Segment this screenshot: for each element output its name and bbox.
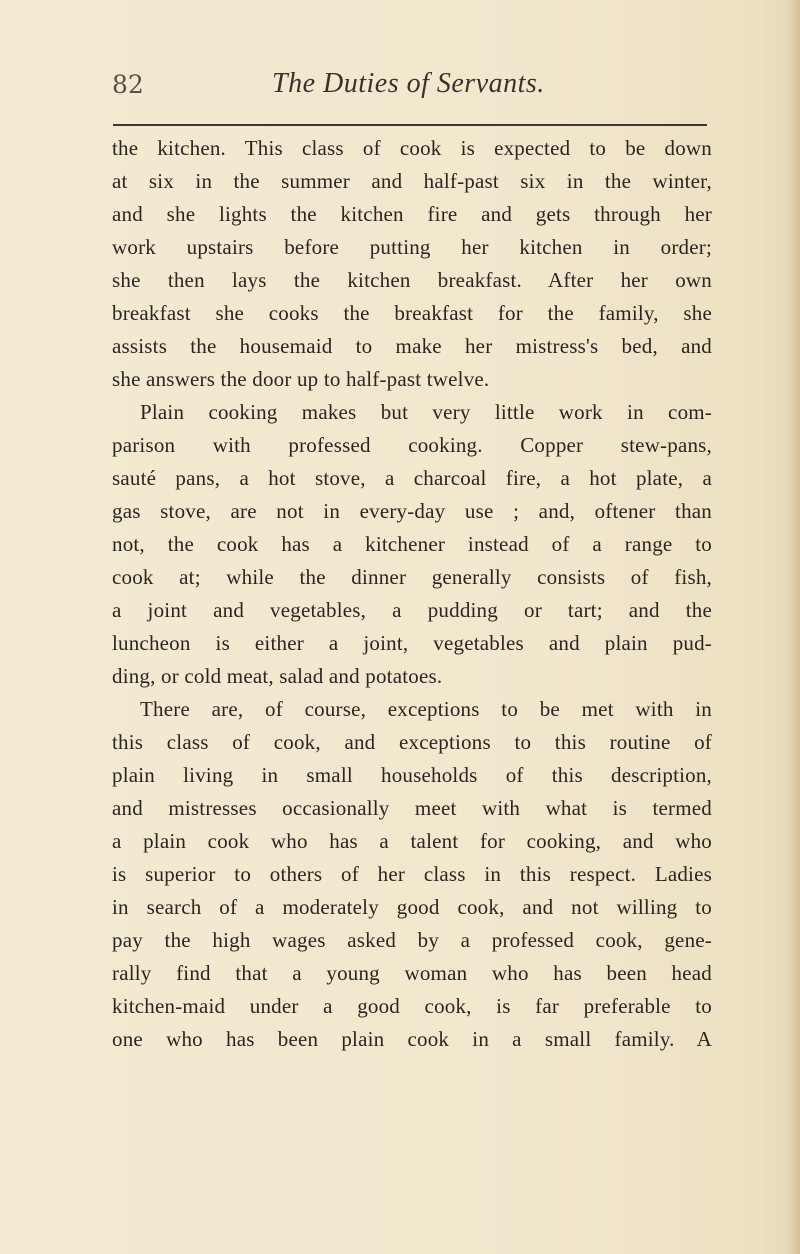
text-line: ding, or cold meat, salad and potatoes. xyxy=(112,664,443,688)
page-header xyxy=(112,70,712,110)
text-line: at six in the summer and half-past six in the winter, xyxy=(112,169,712,193)
text-line: not, the cook has a kitchener instead of a range to xyxy=(112,532,712,556)
text-line: is superior to others of her class in this respect. Ladies xyxy=(112,862,712,886)
text-line: and she lights the kitchen fire and gets through her xyxy=(112,202,712,226)
text-line: she answers the door up to half-past twelve. xyxy=(112,367,490,391)
text-line: Plain cooking makes but very little work in com- xyxy=(140,400,712,424)
page-number: 82 xyxy=(112,70,144,99)
text-line: pay the high wages asked by a professed cook, gene- xyxy=(112,928,712,952)
text-line: rally find that a young woman who has been head xyxy=(112,961,712,985)
text-line: There are, of course, exceptions to be met with in xyxy=(140,697,712,721)
body-text xyxy=(112,132,712,1056)
text-line: a plain cook who has a talent for cooking, and who xyxy=(112,829,712,853)
text-line: the kitchen. This class of cook is expected to be down xyxy=(112,136,712,160)
text-line: this class of cook, and exceptions to this routine of xyxy=(112,730,712,754)
text-line: luncheon is either a joint, vegetables and plain pud- xyxy=(112,631,712,655)
text-line: plain living in small households of this description, xyxy=(112,763,712,787)
text-line: and mistresses occasionally meet with what is termed xyxy=(112,796,712,820)
text-line: one who has been plain cook in a small family. A xyxy=(112,1027,712,1051)
page-edge-shadow xyxy=(786,0,800,1254)
text-line: cook at; while the dinner generally consists of fish, xyxy=(112,565,712,589)
text-line: in search of a moderately good cook, and not willing to xyxy=(112,895,712,919)
text-line: she then lays the kitchen breakfast. After her own xyxy=(112,268,712,292)
text-line: a joint and vegetables, a pudding or tart; and the xyxy=(112,598,712,622)
text-line: work upstairs before putting her kitchen in order; xyxy=(112,235,712,259)
text-line: kitchen-maid under a good cook, is far preferable to xyxy=(112,994,712,1018)
text-line: parison with professed cooking. Copper stew-pans, xyxy=(112,433,712,457)
text-line: breakfast she cooks the breakfast for the family, she xyxy=(112,301,712,325)
text-line: sauté pans, a hot stove, a charcoal fire, a hot plate, a xyxy=(112,466,712,490)
text-line: assists the housemaid to make her mistress's bed, and xyxy=(112,334,712,358)
text-line: gas stove, are not in every-day use ; and, oftener than xyxy=(112,499,712,523)
header-rule xyxy=(113,124,707,126)
running-title: The Duties of Servants. xyxy=(272,68,545,99)
